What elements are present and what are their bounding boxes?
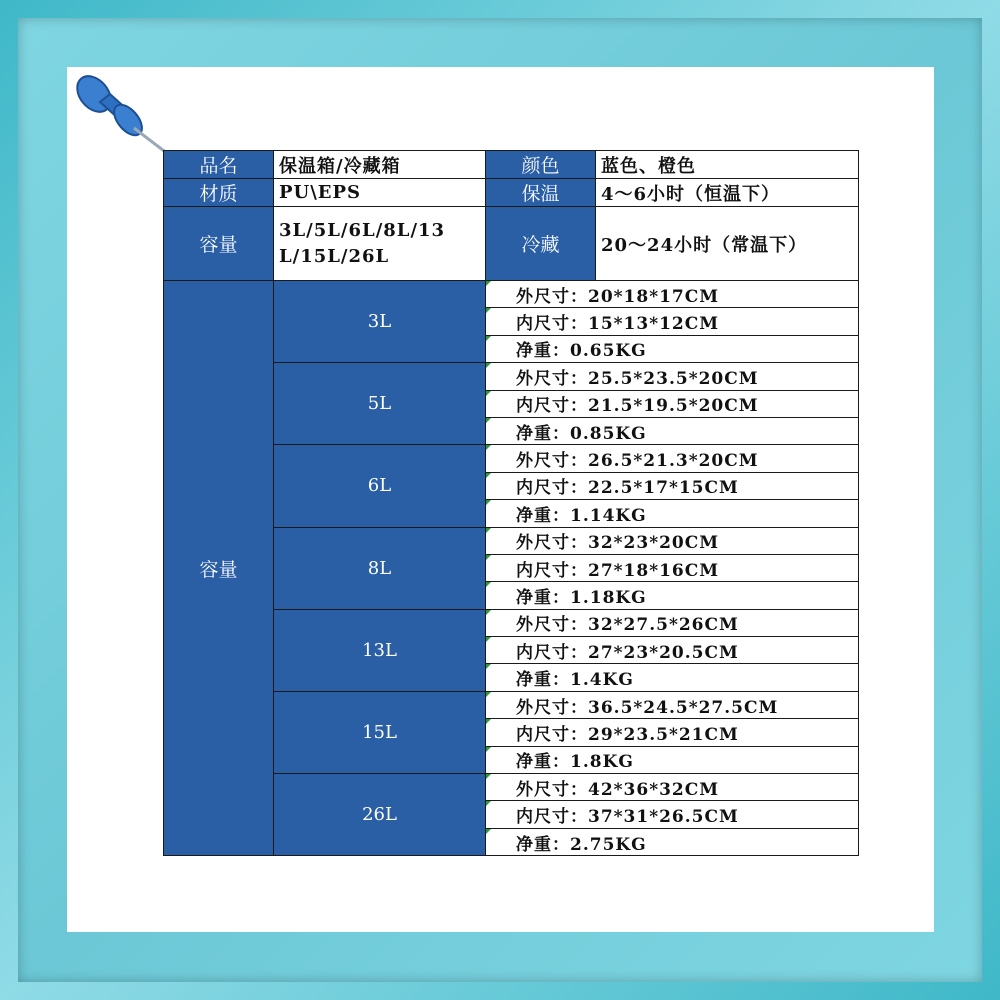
model-inner-spec: 内尺寸：27*18*16CM [486, 554, 859, 581]
model-name: 6L [274, 445, 486, 527]
label-name: 品名 [164, 151, 274, 179]
value-insulation: 4～6小时（恒温下） [596, 179, 859, 207]
capacity-group-label: 容量 [164, 281, 274, 856]
model-outer-spec: 外尺寸：20*18*17CM [486, 281, 859, 308]
model-outer-spec: 外尺寸：32*27.5*26CM [486, 609, 859, 636]
model-weight-spec: 净重：1.4KG [486, 664, 859, 691]
spec-table [163, 150, 859, 856]
model-inner-spec: 内尺寸：22.5*17*15CM [486, 472, 859, 499]
value-refrigeration: 20～24小时（常温下） [596, 207, 859, 281]
model-inner-spec: 内尺寸：21.5*19.5*20CM [486, 390, 859, 417]
model-weight-spec: 净重：1.8KG [486, 746, 859, 773]
model-outer-spec: 外尺寸：25.5*23.5*20CM [486, 363, 859, 390]
model-outer-spec: 外尺寸：42*36*32CM [486, 774, 859, 801]
value-color: 蓝色、橙色 [596, 151, 859, 179]
spec-row-name [164, 151, 859, 179]
label-refrigeration: 冷藏 [486, 207, 596, 281]
model-weight-spec: 净重：2.75KG [486, 828, 859, 855]
label-material: 材质 [164, 179, 274, 207]
model-name: 5L [274, 363, 486, 445]
spec-row-capacity [164, 207, 859, 281]
model-name: 26L [274, 774, 486, 856]
model-outer-spec: 外尺寸：36.5*24.5*27.5CM [486, 691, 859, 718]
model-name: 15L [274, 691, 486, 773]
value-capacity: 3L/5L/6L/8L/13 L/15L/26L [274, 207, 486, 281]
value-name: 保温箱/冷藏箱 [274, 151, 486, 179]
model-outer-spec: 外尺寸：32*23*20CM [486, 527, 859, 554]
model-inner-spec: 内尺寸：27*23*20.5CM [486, 637, 859, 664]
model-outer-spec: 外尺寸：26.5*21.3*20CM [486, 445, 859, 472]
model-weight-spec: 净重：1.14KG [486, 500, 859, 527]
model-inner-spec: 内尺寸：29*23.5*21CM [486, 719, 859, 746]
model-weight-spec: 净重：0.85KG [486, 417, 859, 444]
model-name: 8L [274, 527, 486, 609]
label-color: 颜色 [486, 151, 596, 179]
model-inner-spec: 内尺寸：15*13*12CM [486, 308, 859, 335]
label-capacity: 容量 [164, 207, 274, 281]
model-name: 3L [274, 281, 486, 363]
spec-row-material [164, 179, 859, 207]
model-weight-spec: 净重：1.18KG [486, 582, 859, 609]
model-row [164, 281, 859, 308]
model-inner-spec: 内尺寸：37*31*26.5CM [486, 801, 859, 828]
model-weight-spec: 净重：0.65KG [486, 335, 859, 362]
value-material: PU\EPS [274, 179, 486, 207]
label-insulation: 保温 [486, 179, 596, 207]
model-name: 13L [274, 609, 486, 691]
